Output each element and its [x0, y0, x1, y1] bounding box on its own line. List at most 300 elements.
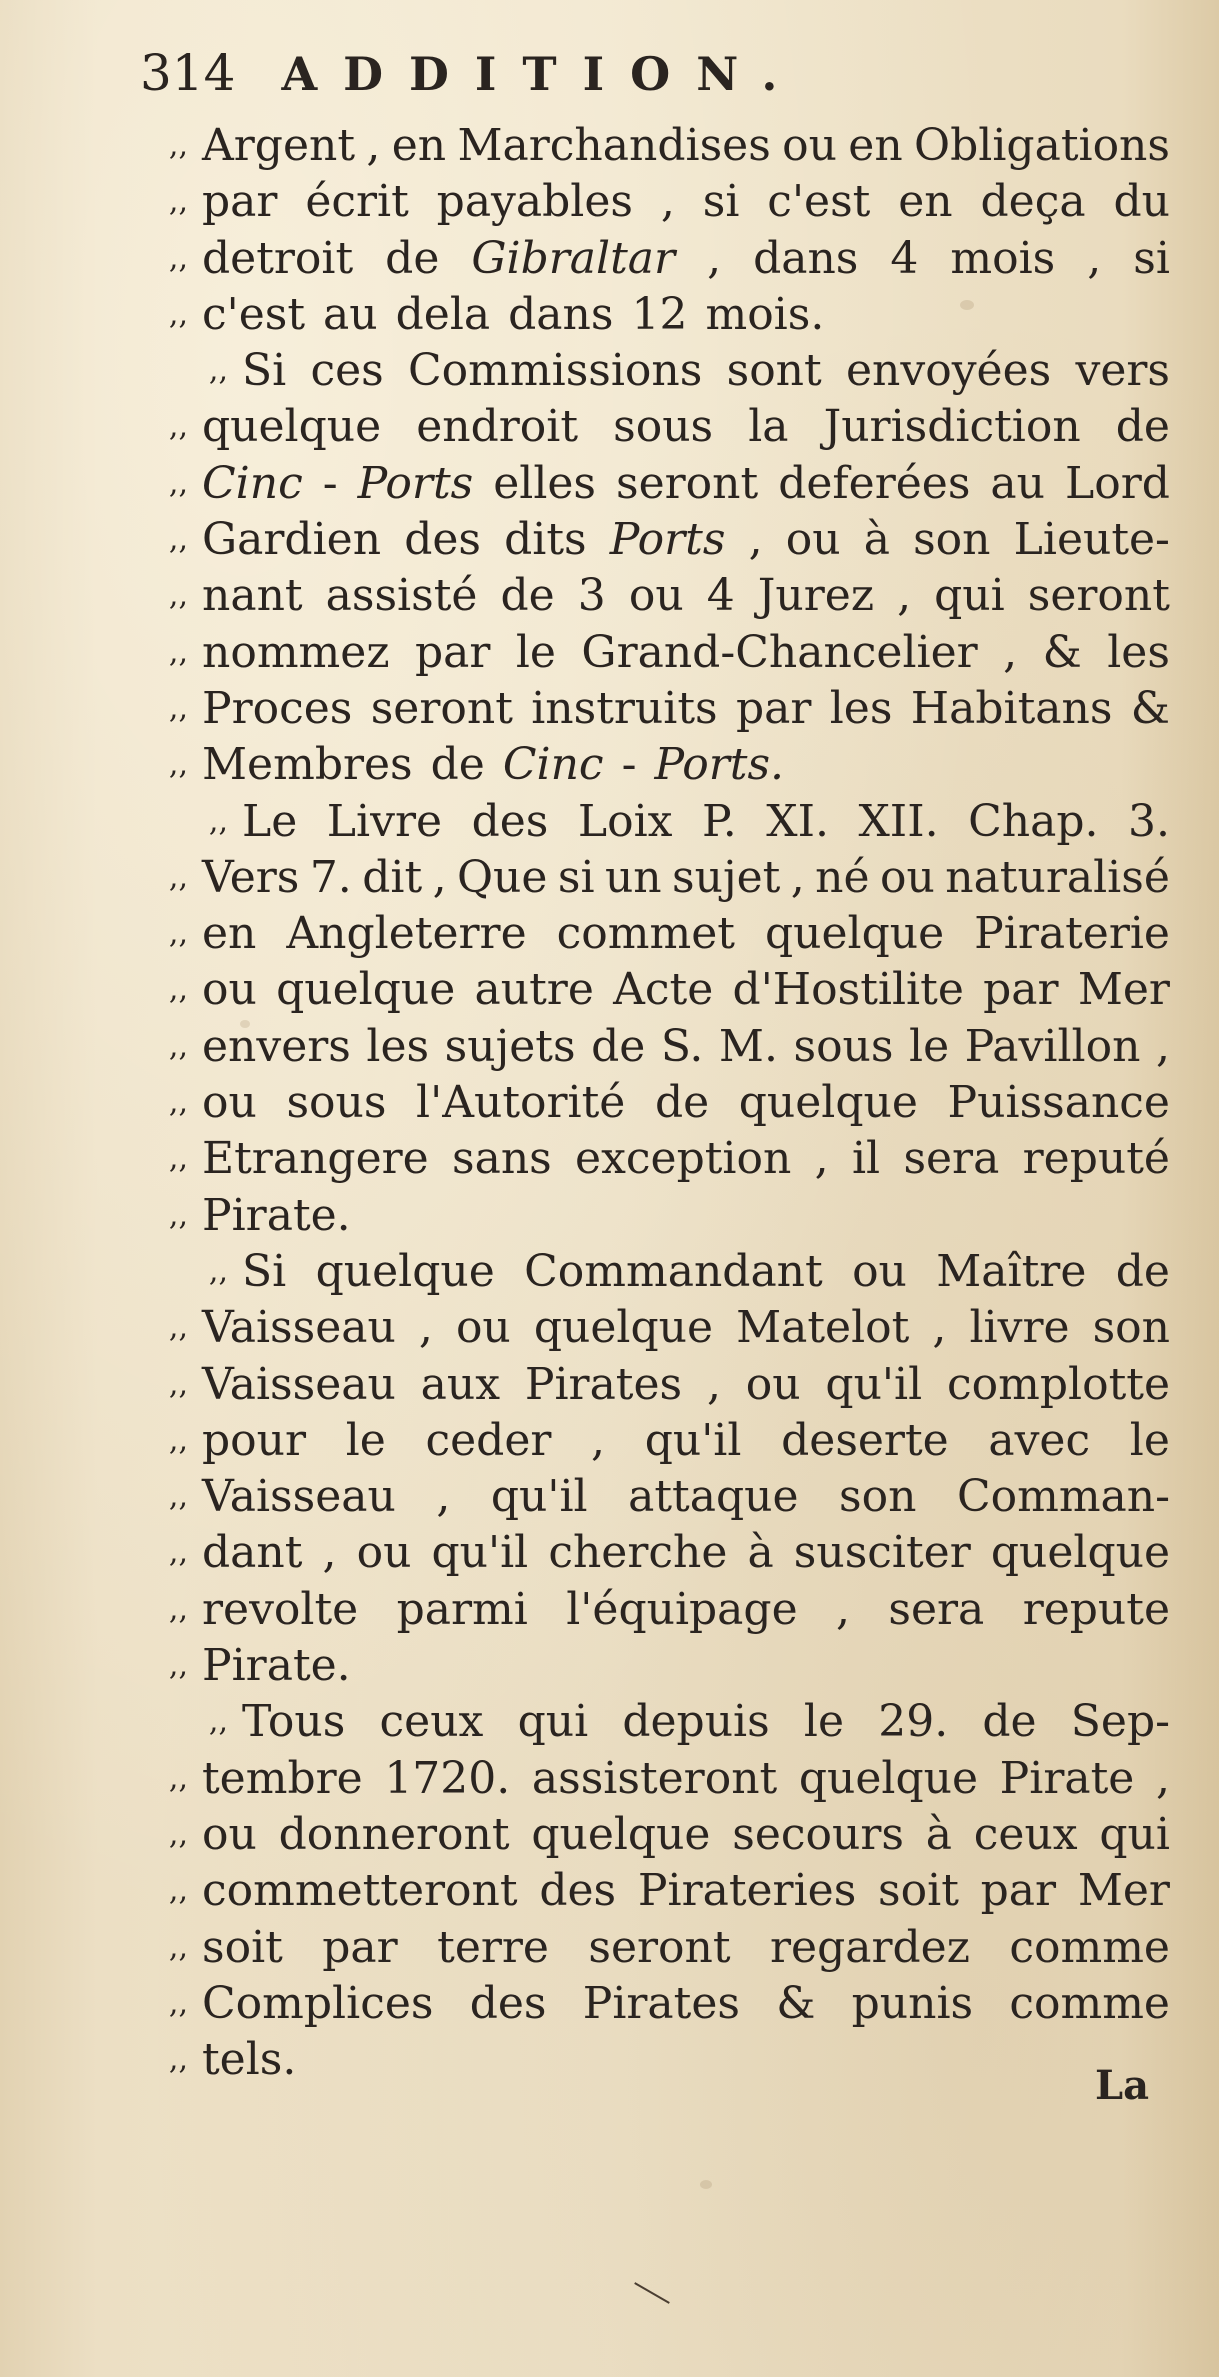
word: XI. — [766, 795, 829, 847]
word: de — [654, 1077, 710, 1129]
word: sera — [888, 1583, 985, 1635]
page-number: 314 — [140, 44, 236, 102]
word: Pirate. — [202, 1640, 351, 1692]
text-line — [130, 1300, 1170, 1356]
word: le — [345, 1414, 386, 1466]
word: dans — [753, 232, 859, 284]
word: sujets — [444, 1020, 576, 1072]
word: quelque — [798, 1752, 979, 1804]
quote-mark: ,, — [168, 1648, 188, 1684]
word: , — [1003, 626, 1018, 678]
word: , — [591, 1414, 606, 1466]
word: d'Hostilite — [732, 964, 964, 1016]
word: Pavillon — [964, 1020, 1141, 1072]
word: à — [747, 1527, 774, 1579]
word: quelque — [764, 908, 945, 960]
word: nant — [202, 570, 303, 622]
word: ou — [202, 1077, 257, 1129]
word: qui — [934, 570, 1005, 622]
word: sujet — [672, 851, 781, 903]
word: instruits — [531, 682, 718, 734]
word: Jurez — [757, 570, 875, 622]
word: né — [815, 851, 870, 903]
text-line — [130, 906, 1170, 962]
quote-mark: ,, — [168, 296, 188, 332]
word: susciter — [793, 1527, 971, 1579]
quote-mark: ,, — [168, 2042, 188, 2078]
word: & — [776, 1977, 816, 2029]
word: Angleterre — [286, 908, 527, 960]
page-header — [140, 44, 803, 124]
word: sous — [793, 1020, 894, 1072]
word: 4 — [890, 232, 919, 284]
text-line — [130, 456, 1170, 512]
word: Piraterie — [974, 908, 1170, 960]
word: c'est — [202, 288, 306, 340]
word: qu'il — [490, 1471, 588, 1523]
word: , — [1155, 1752, 1170, 1804]
word: , — [814, 1133, 829, 1185]
word: Que — [456, 851, 548, 903]
text-line — [130, 625, 1170, 681]
word: de — [1115, 401, 1170, 453]
text-line — [130, 231, 1170, 287]
word: P. — [702, 795, 737, 847]
quote-mark: ,, — [168, 1310, 188, 1346]
word: quelque — [990, 1527, 1170, 1579]
word: quelque — [738, 1077, 918, 1129]
word: envoyées — [845, 345, 1052, 397]
word: par — [983, 964, 1059, 1016]
word: Cinc — [202, 457, 303, 509]
text-line — [130, 399, 1170, 455]
word: depuis — [622, 1696, 770, 1748]
quote-mark: ,, — [168, 747, 188, 783]
word: mois — [950, 232, 1056, 284]
catchword: La — [1094, 2062, 1149, 2109]
word: , — [322, 1527, 337, 1579]
word: Si — [242, 345, 287, 397]
word: , — [748, 514, 763, 566]
quote-mark: ,, — [168, 916, 188, 952]
word: , — [432, 851, 447, 903]
quote-mark: ,, — [168, 690, 188, 726]
word: si — [702, 176, 740, 228]
word: donneront — [278, 1808, 510, 1860]
word: Commandant — [524, 1245, 823, 1297]
quote-mark: ,, — [168, 465, 188, 501]
quote-mark: ,, — [208, 1704, 228, 1740]
word: Membres — [202, 739, 413, 791]
text-line — [130, 794, 1170, 850]
word: ou — [356, 1527, 412, 1579]
word: tels. — [202, 2034, 297, 2086]
quote-mark: ,, — [168, 1591, 188, 1627]
quote-mark: ,, — [168, 1366, 188, 1402]
text-line — [130, 962, 1170, 1018]
quote-mark: ,, — [168, 859, 188, 895]
quote-mark: ,, — [168, 1028, 188, 1064]
word: avec — [988, 1414, 1091, 1466]
word: commet — [556, 908, 735, 960]
word: seront — [616, 457, 759, 509]
word: cherche — [548, 1527, 728, 1579]
word: payables — [436, 176, 634, 228]
word: ou — [879, 851, 935, 903]
paper-stain — [700, 2180, 712, 2189]
word: elles — [493, 457, 597, 509]
quote-mark: ,, — [208, 353, 228, 389]
word: nommez — [202, 626, 390, 678]
word: de — [982, 1696, 1037, 1748]
word: , — [436, 1471, 451, 1523]
word: , — [660, 176, 675, 228]
quote-mark: ,, — [168, 578, 188, 614]
word: comme — [1009, 1977, 1170, 2029]
word: le — [803, 1696, 845, 1748]
word: au — [990, 457, 1045, 509]
text-line — [130, 1863, 1170, 1919]
word: quelque — [202, 401, 382, 453]
body-text — [130, 118, 1170, 2088]
text-line — [130, 1976, 1170, 2032]
word: sont — [726, 345, 822, 397]
word: ou — [785, 514, 841, 566]
word: quelque — [315, 1245, 495, 1297]
word: de — [430, 739, 485, 791]
word: , — [706, 1358, 721, 1410]
word: Ports — [357, 457, 474, 509]
text-line — [130, 1188, 1170, 1244]
word: par — [414, 626, 491, 678]
word: Gibraltar — [471, 232, 676, 284]
word: punis — [851, 1977, 974, 2029]
word: dans — [508, 288, 614, 340]
word: ou — [628, 570, 684, 622]
word: commetteront — [202, 1865, 518, 1917]
text-line — [130, 174, 1170, 230]
word: sera — [903, 1133, 1000, 1185]
word: le — [909, 1020, 950, 1072]
word: , — [836, 1583, 851, 1635]
word: Vaisseau — [202, 1358, 396, 1410]
word: au — [323, 288, 378, 340]
word: son — [913, 514, 991, 566]
word: seront — [1027, 570, 1170, 622]
word: S. — [660, 1020, 704, 1072]
word: le — [1129, 1414, 1170, 1466]
word: par — [322, 1921, 398, 1973]
word: en — [848, 120, 903, 171]
word: mois. — [705, 288, 825, 340]
word: M. — [718, 1020, 778, 1072]
word: ces — [310, 345, 384, 397]
word: qu'il — [431, 1527, 529, 1579]
word: Chap. — [968, 795, 1099, 847]
quote-mark: ,, — [168, 1929, 188, 1965]
word: Si — [242, 1245, 287, 1297]
word: qui — [1099, 1808, 1170, 1860]
text-line — [130, 2032, 1170, 2088]
word: , — [366, 120, 381, 171]
word: envers — [202, 1020, 351, 1072]
word: ceder — [425, 1414, 552, 1466]
word: quelque — [276, 964, 456, 1016]
word: Tous — [242, 1696, 346, 1748]
text-line — [130, 850, 1170, 906]
word: Grand-Chancelier — [581, 626, 978, 678]
word: Matelot — [736, 1302, 910, 1354]
text-line — [130, 681, 1170, 737]
quote-mark: ,, — [168, 1479, 188, 1515]
quote-mark: ,, — [168, 1197, 188, 1233]
word: les — [366, 1020, 430, 1072]
word: les — [1107, 626, 1170, 678]
word: l'Autorité — [416, 1077, 626, 1129]
quote-mark: ,, — [168, 1535, 188, 1571]
word: de — [500, 570, 555, 622]
word: qu'il — [644, 1414, 742, 1466]
word: , — [790, 851, 805, 903]
text-line — [130, 1525, 1170, 1581]
text-line — [130, 1694, 1170, 1750]
word: secours — [732, 1808, 904, 1860]
word: Etrangere — [202, 1133, 429, 1185]
word: Commissions — [408, 345, 703, 397]
word: en — [202, 908, 257, 960]
text-line — [130, 1357, 1170, 1413]
word: Marchandises — [457, 120, 771, 171]
word: de — [591, 1020, 646, 1072]
word: le — [515, 626, 556, 678]
word: sans — [452, 1133, 552, 1185]
word: du — [1113, 176, 1170, 228]
word: de — [1115, 1245, 1170, 1297]
word: naturalisé — [945, 851, 1170, 903]
word: par — [735, 682, 812, 734]
word: sous — [286, 1077, 387, 1129]
word: tembre — [202, 1752, 363, 1804]
word: assisté — [325, 570, 478, 622]
word: revolte — [202, 1583, 359, 1635]
word: Pirates — [524, 1358, 683, 1410]
word: Lieute- — [1013, 514, 1170, 566]
word: la — [748, 401, 789, 453]
word: & — [1130, 682, 1170, 734]
word: , — [418, 1302, 433, 1354]
word: deça — [980, 176, 1086, 228]
word: deferées — [778, 457, 971, 509]
word: Acte — [613, 964, 714, 1016]
word: Sep- — [1070, 1696, 1170, 1748]
word: dit — [362, 851, 423, 903]
text-line — [130, 1019, 1170, 1075]
text-line — [130, 1131, 1170, 1187]
word: ou — [455, 1302, 511, 1354]
quote-mark: ,, — [168, 128, 188, 163]
quote-mark: ,, — [168, 1141, 188, 1177]
text-line — [130, 1638, 1170, 1694]
word: vers — [1075, 345, 1170, 397]
text-line — [130, 343, 1170, 399]
word: 7. — [309, 851, 352, 903]
word: assisteront — [531, 1752, 778, 1804]
word: Lord — [1065, 457, 1170, 509]
text-line — [130, 1582, 1170, 1638]
word: si — [557, 851, 595, 903]
word: 1720. — [384, 1752, 511, 1804]
word: Livre — [326, 795, 443, 847]
word: attaque — [628, 1471, 799, 1523]
word: soit — [878, 1865, 959, 1917]
quote-mark: ,, — [168, 409, 188, 445]
word: Puissance — [947, 1077, 1170, 1129]
word: de — [385, 232, 440, 284]
word: - — [322, 457, 338, 509]
word: des — [404, 514, 481, 566]
text-line — [130, 512, 1170, 568]
text-line — [130, 118, 1170, 174]
word: Ports — [609, 514, 726, 566]
word: 12 — [631, 288, 688, 340]
word: Pirates — [582, 1977, 740, 2029]
text-line — [130, 1075, 1170, 1131]
text-line — [130, 1920, 1170, 1976]
quote-mark: ,, — [208, 1253, 228, 1289]
quote-mark: ,, — [168, 1422, 188, 1458]
word: terre — [437, 1921, 549, 1973]
word: quelque — [533, 1302, 713, 1354]
word: Argent — [202, 120, 356, 171]
word: Comman- — [956, 1471, 1170, 1523]
word: XII. — [858, 795, 939, 847]
word: - — [621, 739, 637, 791]
word: à — [925, 1808, 952, 1860]
quote-mark: ,, — [168, 184, 188, 220]
word: repute — [1022, 1583, 1170, 1635]
word: son — [839, 1471, 917, 1523]
word: un — [604, 851, 662, 903]
word: soit — [202, 1921, 283, 1973]
word: si — [1133, 232, 1170, 284]
word: exception — [575, 1133, 792, 1185]
running-head: ADDITION. — [281, 47, 804, 101]
text-line — [130, 1469, 1170, 1525]
quote-mark: ,, — [208, 803, 228, 839]
word: Habitans — [910, 682, 1113, 734]
word: endroit — [416, 401, 579, 453]
word: Vaisseau — [202, 1302, 396, 1354]
quote-mark: ,, — [168, 1085, 188, 1121]
word: Jurisdiction — [823, 401, 1081, 453]
word: Complices — [202, 1977, 434, 2029]
word: , — [932, 1302, 947, 1354]
word: dela — [395, 288, 491, 340]
word: écrit — [305, 176, 409, 228]
word: 4 — [706, 570, 735, 622]
text-line — [130, 1244, 1170, 1300]
quote-mark: ,, — [168, 1873, 188, 1909]
quote-mark: ,, — [168, 522, 188, 558]
text-line — [130, 568, 1170, 624]
word: , — [1087, 232, 1102, 284]
word: en — [391, 120, 447, 171]
word: ou — [745, 1358, 801, 1410]
word: des — [539, 1865, 617, 1917]
word: en — [898, 176, 953, 228]
word: , — [897, 570, 912, 622]
word: dits — [504, 514, 587, 566]
word: Pirateries — [637, 1865, 857, 1917]
word: Pirate — [999, 1752, 1135, 1804]
text-line — [130, 1807, 1170, 1863]
word: c'est — [767, 176, 871, 228]
word: Gardien — [202, 514, 382, 566]
word: Mer — [1077, 1865, 1170, 1917]
quote-mark: ,, — [168, 1985, 188, 2021]
word: reputé — [1022, 1133, 1170, 1185]
word: ou — [202, 964, 257, 1016]
word: il — [851, 1133, 881, 1185]
word: seront — [370, 682, 513, 734]
word: Mer — [1077, 964, 1170, 1016]
word: Proces — [202, 682, 353, 734]
text-line — [130, 1413, 1170, 1469]
word: qui — [517, 1696, 589, 1748]
word: livre — [969, 1302, 1070, 1354]
word: complotte — [947, 1358, 1170, 1410]
quote-mark: ,, — [168, 634, 188, 670]
quote-mark: ,, — [168, 240, 188, 276]
word: son — [1092, 1302, 1170, 1354]
word: Vers — [202, 851, 300, 903]
word: dant — [202, 1527, 303, 1579]
word: Obligations — [914, 120, 1170, 171]
word: à — [863, 514, 890, 566]
word: Pirate. — [202, 1189, 351, 1241]
word: ceux — [973, 1808, 1078, 1860]
word: Ports. — [654, 739, 785, 791]
word: parmi — [396, 1583, 528, 1635]
word: ou — [852, 1245, 907, 1297]
word: Maître — [936, 1245, 1087, 1297]
text-line — [130, 287, 1170, 343]
word: aux — [420, 1358, 501, 1410]
word: , — [707, 232, 722, 284]
word: , — [1155, 1020, 1170, 1072]
word: comme — [1009, 1921, 1170, 1973]
word: autre — [474, 964, 594, 1016]
word: par — [980, 1865, 1057, 1917]
word: 3. — [1128, 795, 1170, 847]
word: seront — [588, 1921, 731, 1973]
word: Cinc — [502, 739, 604, 791]
quote-mark: ,, — [168, 1760, 188, 1796]
quote-mark: ,, — [168, 1816, 188, 1852]
word: par — [202, 176, 278, 228]
word: deserte — [781, 1414, 949, 1466]
text-line — [130, 737, 1170, 793]
word: & — [1042, 626, 1082, 678]
word: des — [471, 795, 549, 847]
word: qu'il — [825, 1358, 923, 1410]
word: 3 — [577, 570, 606, 622]
ink-mark — [634, 2282, 670, 2304]
word: 29. — [878, 1696, 949, 1748]
text-line — [130, 1751, 1170, 1807]
word: Vaisseau — [202, 1471, 396, 1523]
word: Loix — [577, 795, 673, 847]
